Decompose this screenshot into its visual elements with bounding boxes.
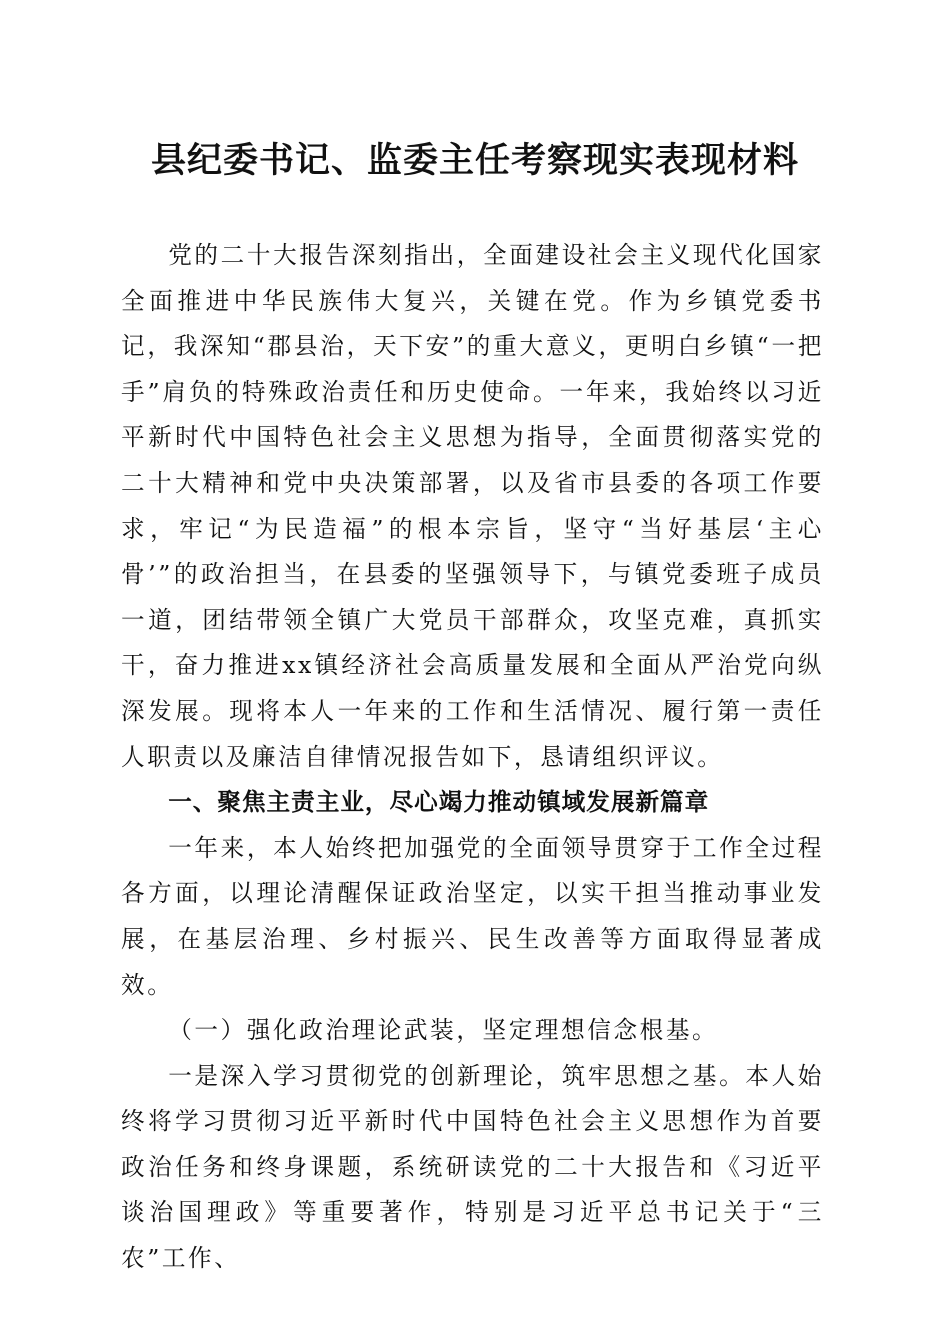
- document-body: [121, 233, 824, 1282]
- subsection-1-paragraph: 一是深入学习贯彻党的创新理论，筑牢思想之基。本人始终将学习贯彻习近平新时代中国特色社会主义思想作为首要政治任务和终身课题，系统研读党的二十大报告和《习近平谈治国理政》等重要著作，特别是习近平总书记关于“三农”工作、: [121, 1061, 824, 1273]
- intro-paragraph: 党的二十大报告深刻指出，全面建设社会主义现代化国家全面推进中华民族伟大复兴，关键在党。作为乡镇党委书记，我深知“郡县治，天下安”的重大意义，更明白乡镇“一把手”肩负的特殊政治责任和历史使命。一年来，我始终以习近平新时代中国特色社会主义思想为指导，全面贯彻落实党的二十大精神和党中央决策部署，以及省市县委的各项工作要求，牢记“为民造福”的根本宗旨，坚守“当好基层‘主心骨’”的政治担当，在县委的坚强领导下，与镇党委班子成员一道，团结带领全镇广大党员干部群众，攻坚克难，真抓实干，奋力推进xx镇经济社会高质量发展和全面从严治党向纵深发展。现将本人一年来的工作和生活情况、履行第一责任人职责以及廉洁自律情况报告如下，恳请组织评议。: [121, 241, 824, 771]
- document-title: 县纪委书记、监委主任考察现实表现材料: [150, 140, 799, 181]
- section-heading-1: 一、聚焦主责主业，尽心竭力推动镇域发展新篇章: [168, 788, 710, 817]
- subsection-heading-1: （一）强化政治理论武装，坚定理想信念根基。: [168, 1016, 719, 1045]
- section-1-paragraph: 一年来，本人始终把加强党的全面领导贯穿于工作全过程各方面，以理论清醒保证政治坚定，以实干担当推动事业发展，在基层治理、乡村振兴、民生改善等方面取得显著成效。: [121, 833, 824, 999]
